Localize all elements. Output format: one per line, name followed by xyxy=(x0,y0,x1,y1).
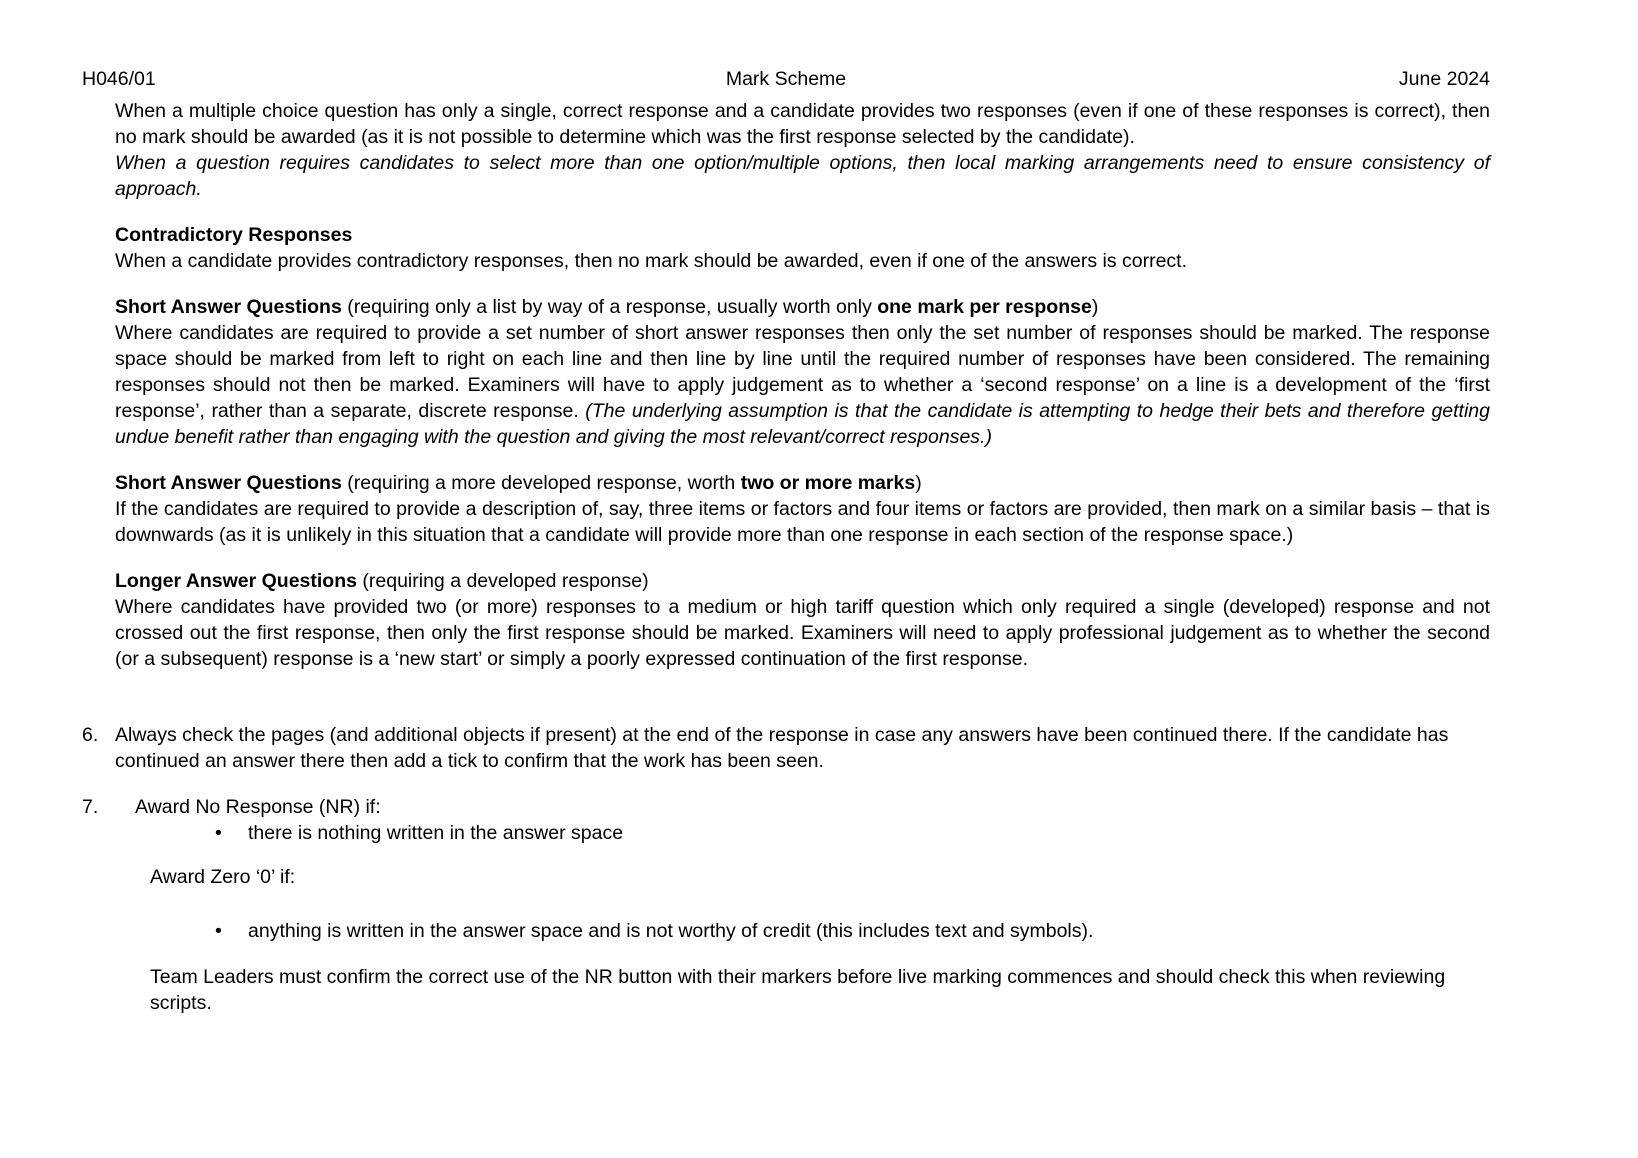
header-session: June 2024 xyxy=(1398,68,1490,90)
heading-short-answer-list-plain-2: ) xyxy=(1091,296,1099,318)
paragraph-short-answer-list-italic: (The underlying assumption is that the candidate is attempting to hedge their bets and therefore getting undue benefit rather than engaging with the question and giving the most relevant/correct responses.) xyxy=(115,400,1490,448)
heading-short-answer-developed-bold: Short Answer Questions xyxy=(115,472,342,494)
bullet-icon: • xyxy=(215,822,222,844)
heading-short-answer-developed-bold-2: two or more marks xyxy=(740,472,916,494)
heading-short-answer-list-bold-2: one mark per response xyxy=(877,296,1092,318)
paragraph-mcq-note: When a question requires candidates to select more than one option/multiple options, then local marking arrangements need to ensure consistency of approach. xyxy=(115,152,1490,200)
heading-longer-answer-bold: Longer Answer Questions xyxy=(115,570,357,592)
paragraph-short-answer-developed: If the candidates are required to provide a description of, say, three items or factors and four items or factors are provided, then mark on a similar basis – that is downwards (as it is unlikely in this situation that a candidate will provide more than one response in each section of the response space.) xyxy=(115,498,1490,546)
list-item-6 xyxy=(82,722,1490,774)
heading-short-answer-developed-plain-2: ) xyxy=(915,472,922,494)
team-leaders-note: Team Leaders must confirm the correct use of the NR button with their markers before live marking commences and should check this when reviewing scripts. xyxy=(150,966,1446,1014)
header-paper-code: H046/01 xyxy=(82,68,156,90)
header-title: Mark Scheme xyxy=(725,68,847,90)
list-item-7 xyxy=(82,794,1490,1016)
paragraph-mcq: When a multiple choice question has only a single, correct response and a candidate provides two responses (even if one of these responses is correct), then no mark should be awarded (as it is not possible to determine which was the first response selected by the candidate). xyxy=(115,100,1490,148)
body-content xyxy=(115,98,1490,672)
paragraph-longer-answer: Where candidates have provided two (or more) responses to a medium or high tariff question which only required a single (developed) response and not crossed out the first response, then only the first response should be marked. Examiners will need to apply professional judgement as to whether the second (or a subsequent) response is a ‘new start’ or simply a poorly expressed continuation of the first response. xyxy=(115,596,1490,670)
bullet-item-nothing-written-text: there is nothing written in the answer space xyxy=(248,822,624,844)
heading-contradictory-responses: Contradictory Responses xyxy=(115,224,353,246)
list-item-6-text: Always check the pages (and additional objects if present) at the end of the response in case any answers have been continued there. If the candidate has continued an answer there then add a tick to confirm that the work has been seen. xyxy=(115,724,1449,772)
bullet-item-nothing-written xyxy=(215,820,1490,846)
list-item-7-body xyxy=(135,794,1490,1016)
bullet-item-not-worthy xyxy=(215,918,1490,944)
bullet-icon: • xyxy=(215,920,222,942)
award-zero-label: Award Zero ‘0’ if: xyxy=(150,866,296,888)
list-item-6-number: 6. xyxy=(82,724,99,746)
paragraph-short-answer-list xyxy=(115,320,1490,450)
heading-short-answer-list-bold: Short Answer Questions xyxy=(115,296,342,318)
heading-longer-answer-plain: (requiring a developed response) xyxy=(356,570,649,592)
heading-longer-answer xyxy=(115,568,1490,594)
list-item-7-number: 7. xyxy=(82,796,99,818)
list-item-7-intro: Award No Response (NR) if: xyxy=(135,796,381,818)
heading-short-answer-developed-plain: (requiring a more developed response, worth xyxy=(341,472,741,494)
page-header xyxy=(82,66,1490,92)
paragraph-short-answer-list-body: Where candidates are required to provide a set number of short answer responses then only the set number of responses should be marked. The response space should be marked from left to right on each line and then line by line until the required number of responses have been considered. The remaining responses should not then be marked. Examiners will have to apply judgement as to whether a ‘second response’ on a line is a development of the ‘first response’, rather than a separate, discrete response. xyxy=(115,322,1490,422)
bullet-item-not-worthy-text: anything is written in the answer space and is not worthy of credit (this includes text and symbols). xyxy=(248,920,1094,942)
heading-short-answer-developed xyxy=(115,470,1490,496)
heading-short-answer-list xyxy=(115,294,1490,320)
paragraph-contradictory: When a candidate provides contradictory responses, then no mark should be awarded, even if one of the answers is correct. xyxy=(115,250,1188,272)
heading-short-answer-list-plain: (requiring only a list by way of a response, usually worth only xyxy=(341,296,878,318)
